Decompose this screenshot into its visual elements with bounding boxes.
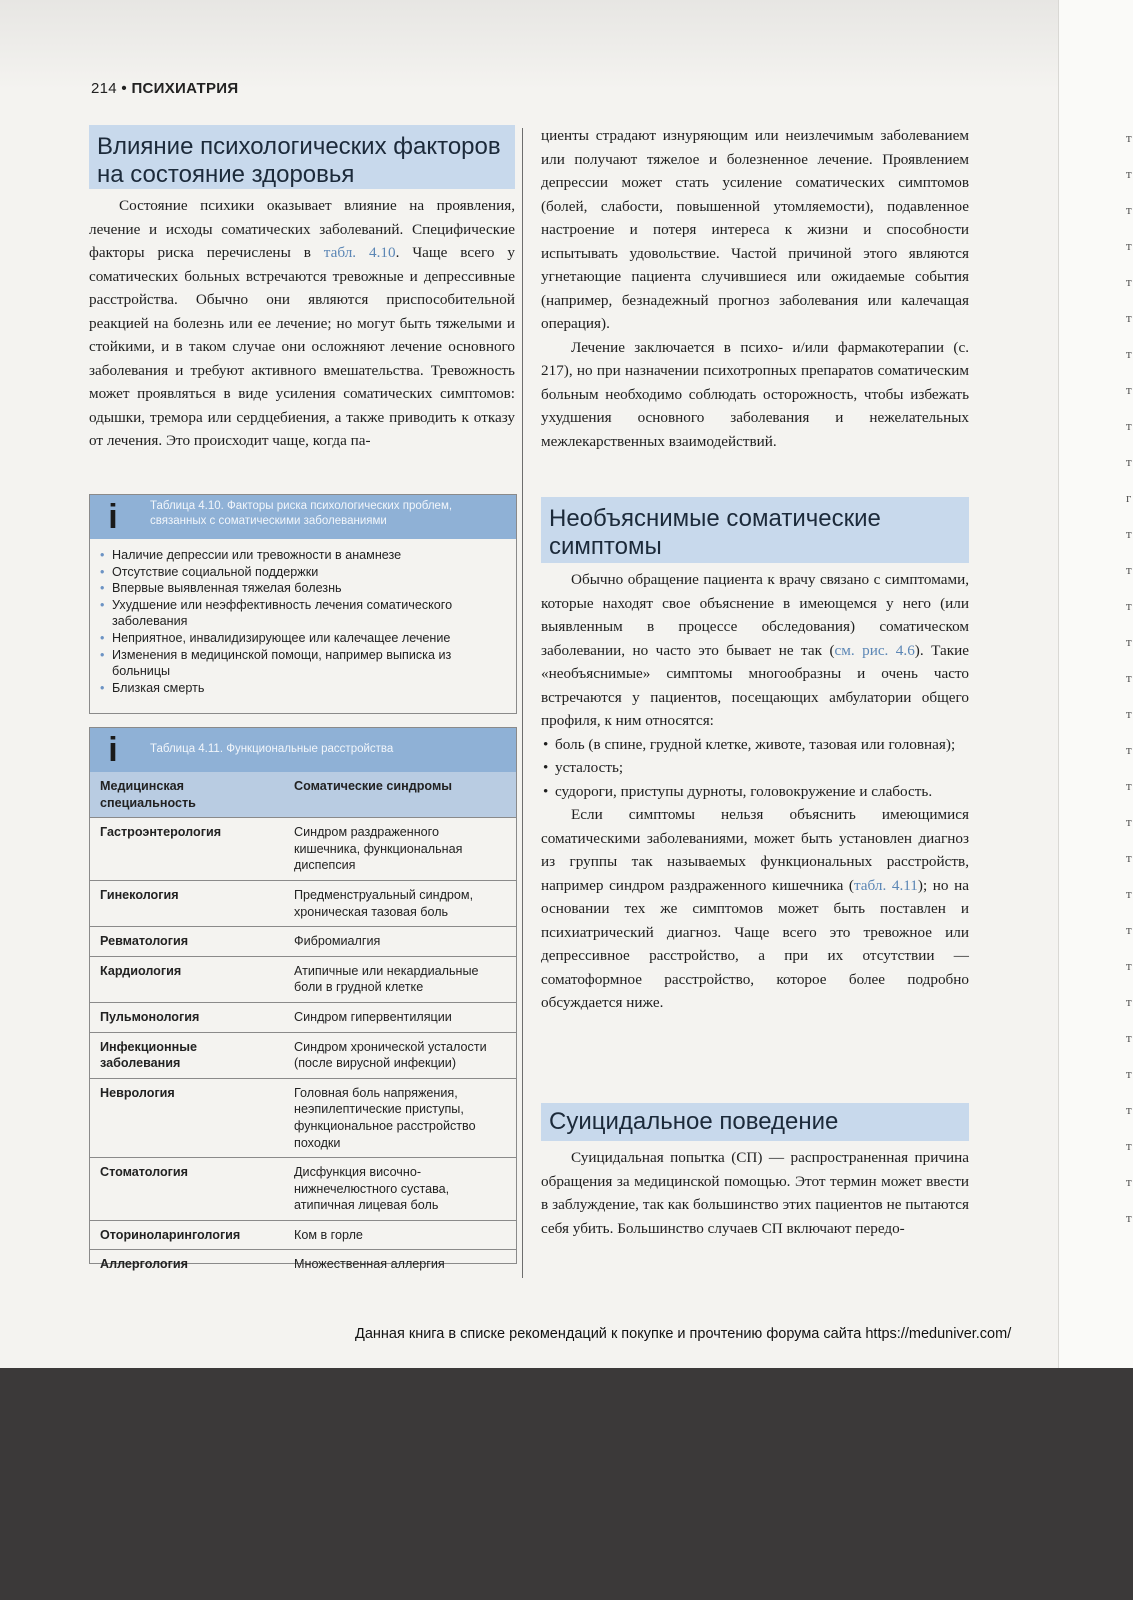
cell-specialty: Гастроэнтерология	[90, 818, 284, 881]
scan-background	[0, 1368, 1133, 1600]
list-item: • Изменения в медицинской помощи, например выписка из больницы	[98, 647, 506, 680]
heading-line: Суицидальное поведение	[549, 1108, 839, 1135]
cell-syndrome: Синдром хронической усталости (после вирусной инфекции)	[284, 1032, 516, 1078]
symptom-list	[541, 733, 969, 804]
page-number: 214	[91, 80, 117, 97]
table-4-11	[90, 772, 516, 1279]
running-head	[91, 80, 238, 97]
section2-body	[541, 568, 969, 1015]
text-run: Если симптомы нельзя объяснить имеющимися соматическими заболеваниями, может быть установлен диагноз из группы так называемых функциональных расстройств, например синдром раздраженного кишечника (	[541, 806, 969, 894]
paragraph: Суицидальная попытка (СП) — распространенная причина обращения за медицинской помощью. Этот термин может ввести в заблуждение, так как большинство этих пациентов не пытаются себя убить. Большинство случаев СП включают передо-	[541, 1149, 969, 1237]
cell-specialty: Оториноларингология	[90, 1220, 284, 1250]
section1-body	[89, 194, 515, 453]
gutter-char: т	[1126, 1138, 1132, 1153]
list-item: • Впервые выявленная тяжелая болезнь	[98, 580, 506, 597]
table-header-row	[90, 772, 516, 818]
gutter-char: т	[1126, 418, 1132, 433]
gutter-char: т	[1126, 958, 1132, 973]
table-row	[90, 1158, 516, 1221]
gutter-char: т	[1126, 526, 1132, 541]
heading-line: симптомы	[549, 533, 662, 560]
adjacent-page-edge	[1058, 0, 1133, 1368]
figure-ref-link[interactable]: см. рис. 4.6	[834, 641, 915, 659]
footer-note: Данная книга в списке рекомендаций к покупке и прочтению форума сайта https://meduniver.com/	[355, 1326, 1012, 1342]
cell-syndrome: Атипичные или некардиальные боли в грудной клетке	[284, 956, 516, 1002]
cell-specialty: Неврология	[90, 1078, 284, 1157]
paragraph: Лечение заключается в психо- и/или фармакотерапии (с. 217), но при назначении психотропных препаратов соматическим больным необходимо соблюдать осторожность, чтобы избежать ухудшения основного заболевания и нежелательных межлекарственных взаимодействий.	[541, 338, 969, 450]
gutter-char: т	[1126, 922, 1132, 937]
list-item: • боль (в спине, грудной клетке, животе, тазовая или головная);	[541, 733, 969, 757]
table-ref-link[interactable]: табл. 4.10	[323, 244, 396, 261]
table-row	[90, 818, 516, 881]
table-row	[90, 927, 516, 957]
heading-line: Необъяснимые соматические	[549, 505, 881, 532]
gutter-char: т	[1126, 346, 1132, 361]
right-column-continuation	[541, 124, 969, 453]
table-row	[90, 1220, 516, 1250]
gutter-char: т	[1126, 238, 1132, 253]
cell-syndrome: Ком в горле	[284, 1220, 516, 1250]
table-4-10-title: Таблица 4.10. Факторы риска психологических проблем, связанных с соматическими заболеваниями	[150, 500, 453, 527]
gutter-char: т	[1126, 1066, 1132, 1081]
text-run: . Чаще всего у соматических больных встречаются тревожные и депрессивные расстройства. Обычно они являются приспособительной реакцией на болезнь или ее лечение; но могут быть тяжелыми и стойкими, и в таком случае они осложняют лечение основного заболевания и требуют активного вмешательства. Тревожность может проявляться в виде усиления соматических симптомов: одышки, тремора или сердцебиения, а также приводить к отказу от лечения. Это происходит чаще, когда па-	[89, 244, 515, 449]
list-item: • Отсутствие социальной поддержки	[98, 564, 506, 581]
section-heading-psych-factors	[89, 125, 515, 189]
table-row	[90, 1002, 516, 1032]
list-item: • Близкая смерть	[98, 680, 506, 697]
section-heading-unexplained-symptoms	[541, 497, 969, 563]
gutter-char: т	[1126, 274, 1132, 289]
table-row	[90, 1032, 516, 1078]
cell-syndrome: Синдром гипервентиляции	[284, 1002, 516, 1032]
cell-specialty: Ревматология	[90, 927, 284, 957]
paragraph	[541, 568, 969, 733]
cell-syndrome: Множественная аллергия	[284, 1250, 516, 1279]
gutter-char: т	[1126, 562, 1132, 577]
gutter-char: т	[1126, 850, 1132, 865]
column-divider	[522, 128, 523, 1278]
text-run: ). Такие «необъяснимые» симптомы многообразны и очень часто встречаются у пациентов, посещающих амбулатории общего профиля, к ним относятся:	[541, 641, 969, 729]
gutter-char: т	[1126, 778, 1132, 793]
list-item: • Неприятное, инвалидизирующее или калечащее лечение	[98, 630, 506, 647]
list-item: • усталость;	[541, 756, 969, 780]
head-separator: •	[121, 80, 127, 97]
gutter-char: т	[1126, 886, 1132, 901]
gutter-char: т	[1126, 814, 1132, 829]
column-header: Медицинская специальность	[90, 772, 284, 818]
cell-specialty: Инфекционные заболевания	[90, 1032, 284, 1078]
table-row	[90, 956, 516, 1002]
gutter-char: т	[1126, 598, 1132, 613]
gutter-char: т	[1126, 670, 1132, 685]
cell-specialty: Гинекология	[90, 880, 284, 926]
gutter-char: т	[1126, 634, 1132, 649]
gutter-char: т	[1126, 1030, 1132, 1045]
gutter-char: т	[1126, 742, 1132, 757]
table-row	[90, 1250, 516, 1279]
gutter-char: т	[1126, 1174, 1132, 1189]
gutter-char: т	[1126, 382, 1132, 397]
table-4-10-list	[90, 539, 516, 702]
gutter-char: т	[1126, 310, 1132, 325]
cell-syndrome: Дисфункция височно-нижнечелюстного сустава, атипичная лицевая боль	[284, 1158, 516, 1221]
cell-specialty: Стоматология	[90, 1158, 284, 1221]
page-top-shading	[0, 0, 1058, 90]
text-run: ); но на основании тех же симптомов может быть поставлен и психиатрический диагноз. Чаще всего это тревожное или депрессивное расстройство, а при их отсутствии — соматоформное расстройство, которое более подробно обсуждается ниже.	[541, 876, 969, 1011]
cell-syndrome: Головная боль напряжения, неэпилептические приступы, функциональное расстройство походки	[284, 1078, 516, 1157]
info-icon: i	[108, 731, 118, 769]
gutter-char: т	[1126, 202, 1132, 217]
list-item: • Наличие депрессии или тревожности в анамнезе	[98, 547, 506, 564]
paragraph: циенты страдают изнуряющим или неизлечимым заболеванием или получают тяжелое и болезненное лечение. Проявлением депрессии может стать усиление соматических симптомов (болей, слабости, повышенной утомляемости), подавленное настроение и потеря интереса к жизни и способности испытывать удовольствие. Частой причиной этого являются угнетающие пациента случившиеся или ожидаемые события (например, безнадежный прогноз заболевания или калечащая операция).	[541, 127, 969, 332]
gutter-char: т	[1126, 706, 1132, 721]
info-icon: i	[108, 498, 118, 536]
list-item: • судороги, приступы дурноты, головокружение и слабость.	[541, 780, 969, 804]
gutter-char: т	[1126, 454, 1132, 469]
cell-specialty: Пульмонология	[90, 1002, 284, 1032]
cell-syndrome: Предменструальный синдром, хроническая тазовая боль	[284, 880, 516, 926]
text-run: Обычно обращение пациента к врачу связано с симптомами, которые находят свое объяснение в имеющемся у него (или выявленным в процессе обследования) соматическом заболевании, но часто это бывает не так (	[541, 571, 969, 659]
cell-specialty: Кардиология	[90, 956, 284, 1002]
table-4-11-box	[89, 727, 517, 1272]
table-4-11-header	[90, 728, 516, 772]
table-row	[90, 1078, 516, 1157]
heading-line: на состояние здоровья	[97, 161, 355, 188]
text-run: Состояние психики оказывает влияние на проявления, лечение и исходы соматических заболеваний. Специфические факторы риска перечислены в	[89, 197, 515, 261]
gutter-char: т	[1126, 1102, 1132, 1117]
paragraph	[89, 194, 515, 453]
cell-syndrome: Синдром раздраженного кишечника, функциональная диспепсия	[284, 818, 516, 881]
table-row	[90, 880, 516, 926]
gutter-char: г	[1126, 490, 1132, 505]
section-heading-suicidal-behaviour	[541, 1103, 969, 1141]
list-item: • Ухудшение или неэффективность лечения соматического заболевания	[98, 597, 506, 630]
paragraph	[541, 803, 969, 1015]
column-header: Соматические синдромы	[284, 772, 516, 818]
gutter-char: т	[1126, 166, 1132, 181]
gutter-char: т	[1126, 1210, 1132, 1225]
book-title: ПСИХИАТРИЯ	[131, 80, 239, 97]
gutter-char: т	[1126, 130, 1132, 145]
cell-specialty: Аллергология	[90, 1250, 284, 1279]
table-ref-link[interactable]: табл. 4.11	[853, 876, 918, 894]
table-4-10-header	[90, 495, 516, 539]
table-4-11-title: Таблица 4.11. Функциональные расстройства	[150, 743, 394, 755]
heading-line: Влияние психологических факторов	[97, 133, 501, 160]
section3-body	[541, 1146, 969, 1240]
cell-syndrome: Фибромиалгия	[284, 927, 516, 957]
gutter-char: т	[1126, 994, 1132, 1009]
table-4-10-box	[89, 494, 517, 714]
